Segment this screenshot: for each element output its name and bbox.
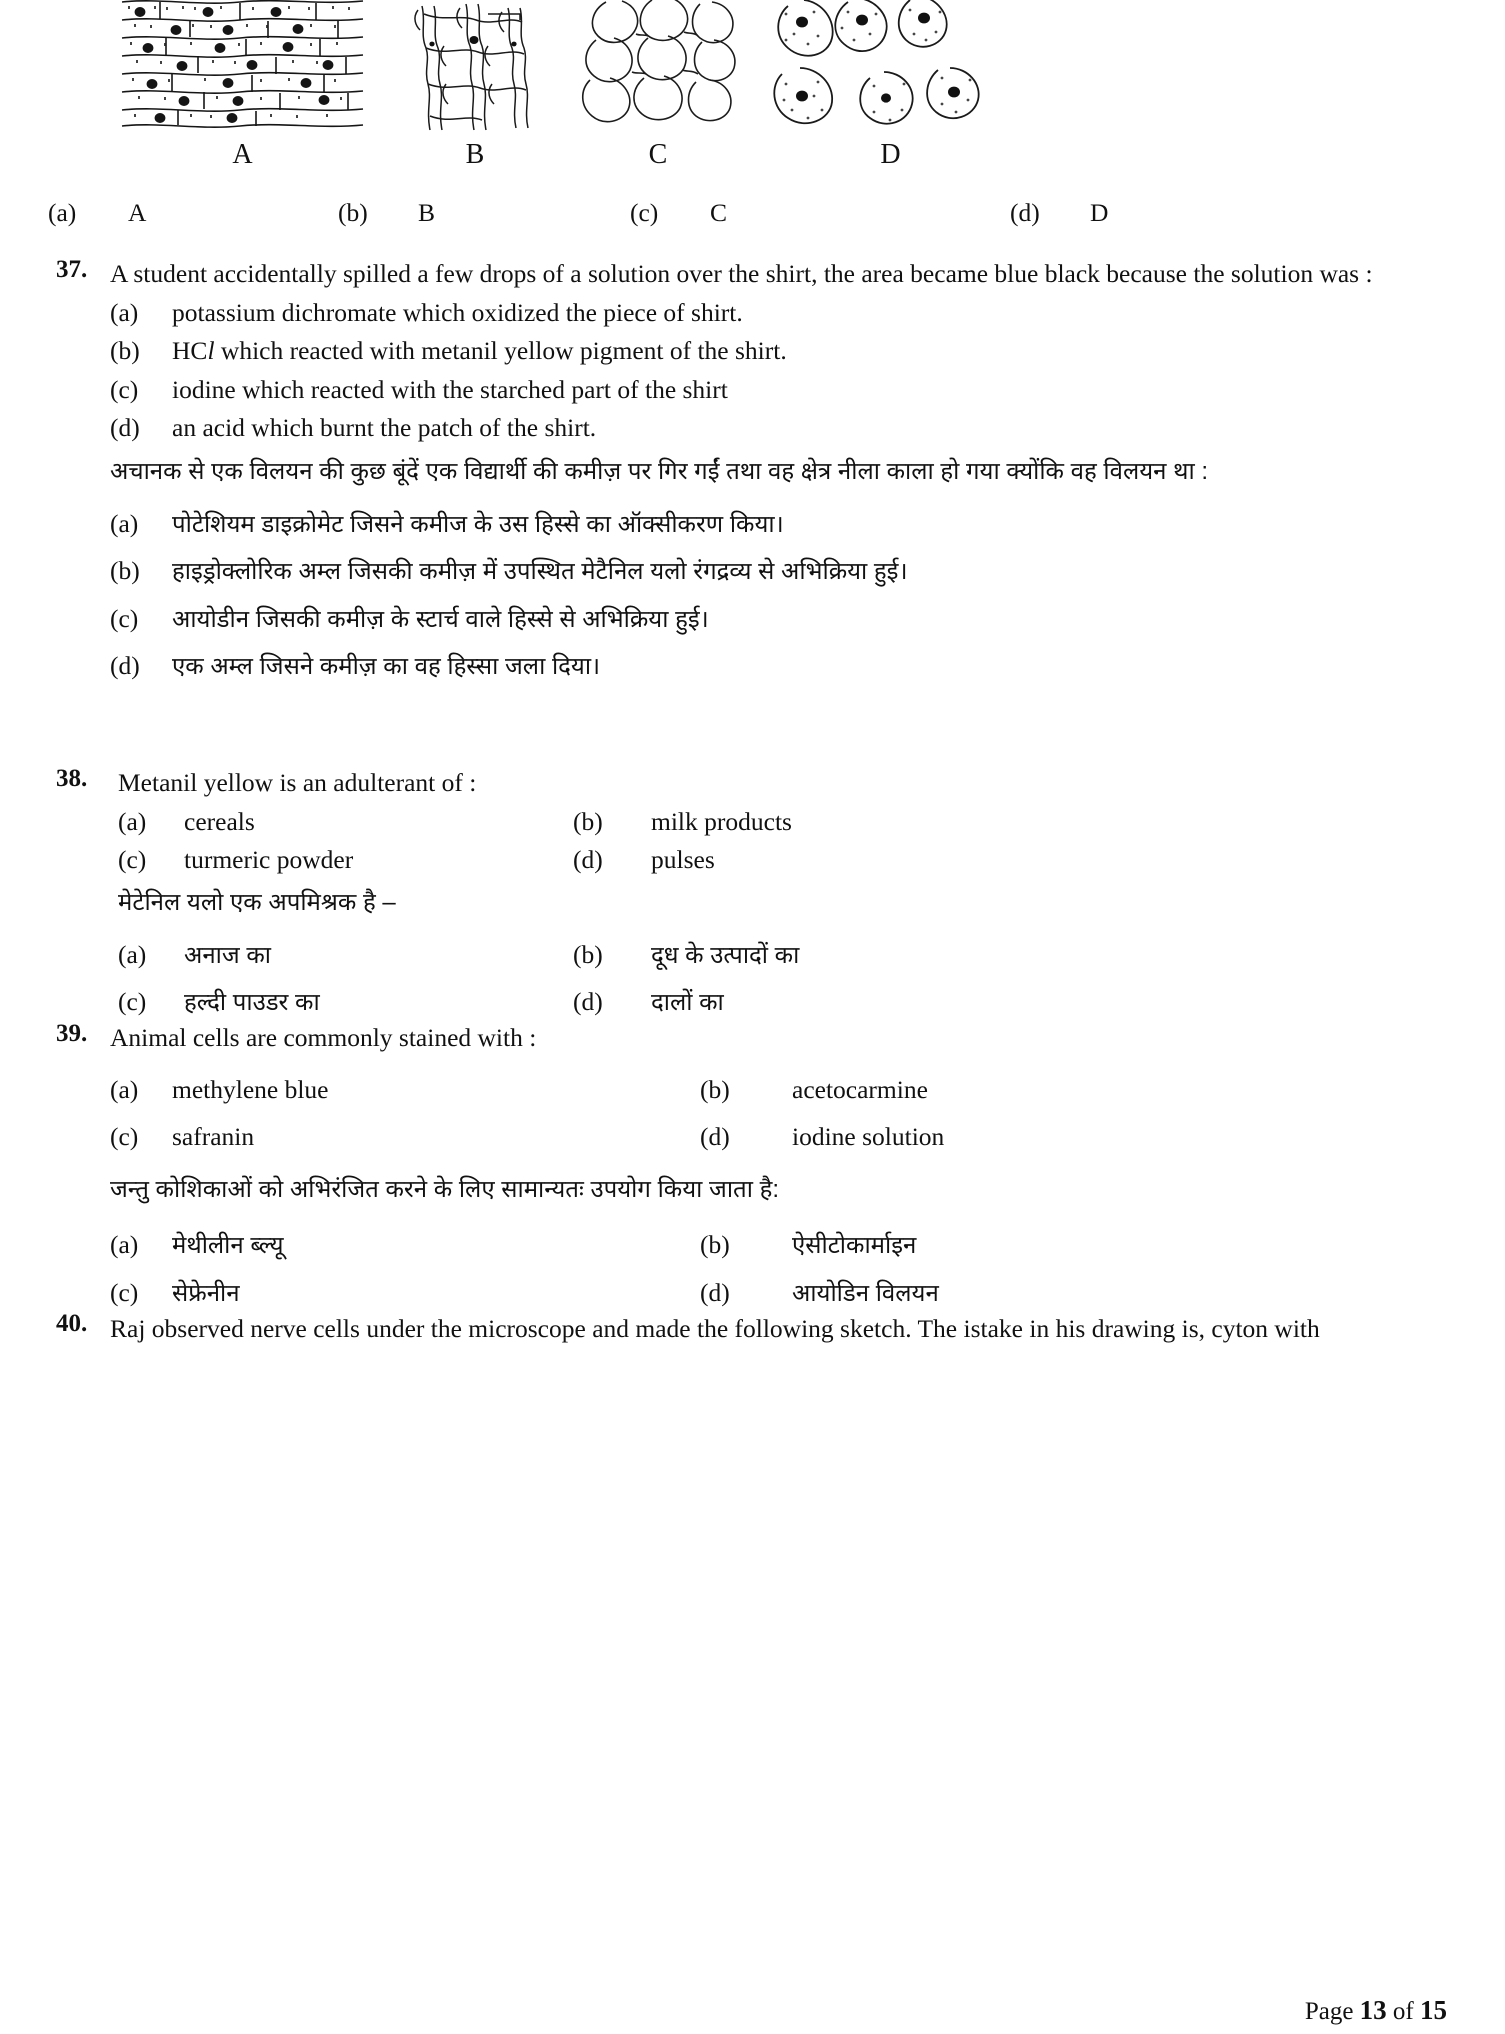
q37-option-a-hi-text: पोटेशियम डाइक्रोमेट जिसने कमीज के उस हिस्से का ऑक्सीकरण किया। (172, 511, 784, 539)
q39-option-c-hi-text: सेफ्रेनीन (172, 1279, 240, 1307)
q39-option-d-text: iodine solution (792, 1122, 945, 1152)
animal-cells-sketch (770, 0, 985, 135)
q39-option-b-label: (b) (700, 1075, 730, 1105)
q39-option-b-hi[interactable] (700, 1221, 1458, 1268)
q36-option-d[interactable] (1010, 198, 1448, 228)
q38-option-b[interactable] (573, 803, 1458, 841)
q37-option-a-hi[interactable] (110, 500, 1458, 547)
q37-option-b-text (172, 332, 1458, 370)
q38-option-c-hi-label: (c) (118, 986, 147, 1016)
q38-option-a[interactable] (118, 803, 573, 841)
nerve-tissue-sketch (410, 0, 540, 135)
q37-option-b-hi[interactable] (110, 547, 1458, 594)
q37-option-c-hi[interactable] (110, 595, 1458, 642)
page-footer (1305, 1995, 1447, 2026)
q39-option-d-hi-label: (d) (700, 1277, 730, 1307)
q37-option-c[interactable] (110, 371, 1458, 409)
q38-option-d-text: pulses (651, 845, 715, 875)
q39-option-a-hi[interactable] (110, 1221, 700, 1268)
footer-page-number: 13 (1359, 1995, 1387, 2025)
q36-option-d-label: (d) (1010, 198, 1040, 227)
q37-option-d-hi-label: (d) (110, 651, 140, 681)
q37-option-d-hi[interactable] (110, 642, 1458, 689)
figure-d-label: D (880, 139, 901, 170)
q37-option-c-text: iodine which reacted with the starched part of the shirt (172, 374, 728, 404)
question-38-stem-en: Metanil yellow is an adulterant of : (118, 768, 477, 797)
q36-option-c[interactable] (630, 198, 1010, 228)
q38-option-d-label: (d) (573, 845, 603, 875)
q39-option-d[interactable] (700, 1113, 1458, 1160)
q38-option-b-hi[interactable] (573, 931, 1458, 978)
q38-option-a-hi[interactable] (118, 931, 573, 978)
q38-option-a-text: cereals (184, 807, 255, 837)
q36-option-a-label: (a) (48, 198, 77, 227)
q39-option-a-label: (a) (110, 1075, 139, 1105)
q37-option-d-hi-text: एक अम्ल जिसने कमीज़ का वह हिस्सा जला दिया। (172, 653, 601, 681)
q37-option-d[interactable] (110, 409, 1458, 447)
q38-option-c[interactable] (118, 841, 573, 879)
q39-option-a[interactable] (110, 1066, 700, 1113)
q37-option-a-hi-label: (a) (110, 509, 139, 539)
q39-option-b[interactable] (700, 1066, 1458, 1113)
q38-option-d-hi-text: दालों का (651, 988, 724, 1016)
question-37-number: 37. (56, 256, 88, 283)
question-36-figure-group (110, 0, 1050, 185)
q37-option-b-text-post: which reacted with metanil yellow pigment of the shirt. (214, 336, 787, 366)
q36-option-b-label: (b) (338, 198, 368, 227)
q37-option-b-hi-text: हाइड्रोक्लोरिक अम्ल जिसकी कमीज़ में उपस्थित मेटैनिल यलो रंगद्रव्य से अभिक्रिया हुई। (172, 558, 908, 586)
figure-b-label: B (465, 139, 485, 170)
q36-option-c-text: C (710, 198, 728, 227)
q37-option-d-text: an acid which burnt the patch of the shirt. (172, 412, 597, 442)
q38-option-b-label: (b) (573, 807, 603, 837)
q37-option-b-text-pre: HC (172, 336, 208, 366)
q38-option-b-text: milk products (651, 807, 792, 837)
q36-option-b-text: B (418, 198, 436, 227)
q37-option-b-text-italic: l (207, 336, 215, 366)
q37-option-a-text: potassium dichromate which oxidized the piece of shirt. (172, 298, 743, 328)
q38-option-a-hi-label: (a) (118, 939, 147, 969)
q36-option-d-text: D (1090, 198, 1109, 227)
q38-option-c-label: (c) (118, 845, 147, 875)
question-39-number: 39. (56, 1020, 88, 1047)
q36-option-c-label: (c) (630, 198, 659, 227)
footer-prefix: Page (1304, 1998, 1360, 2025)
q38-option-a-hi-text: अनाज का (184, 941, 271, 969)
q39-option-d-hi-text: आयोडिन विलयन (792, 1279, 939, 1307)
parenchyma-tissue-sketch (578, 0, 738, 135)
q39-option-a-hi-text: मेथीलीन ब्ल्यू (172, 1232, 284, 1260)
q37-option-b-label: (b) (110, 336, 140, 366)
q36-option-b[interactable] (338, 198, 630, 228)
q39-option-b-text: acetocarmine (792, 1075, 928, 1105)
figure-b (410, 0, 540, 171)
q38-option-d-hi-label: (d) (573, 986, 603, 1016)
footer-total-pages: 15 (1420, 1995, 1447, 2025)
question-36-options (48, 198, 1448, 228)
epithelial-tissue-sketch (120, 0, 365, 135)
q39-option-c-text: safranin (172, 1122, 255, 1152)
q39-option-c-label: (c) (110, 1122, 139, 1152)
figure-c-label: C (648, 139, 668, 170)
question-37-stem-en: A student accidentally spilled a few drops of a solution over the shirt, the area became blue black because the solution was : (110, 259, 1373, 288)
question-39 (48, 1020, 1458, 1316)
q37-option-d-label: (d) (110, 412, 140, 442)
q39-option-c-hi-label: (c) (110, 1277, 139, 1307)
q37-option-a[interactable] (110, 294, 1458, 332)
q37-option-c-label: (c) (110, 374, 139, 404)
q37-option-b[interactable] (110, 332, 1458, 370)
q37-option-b-hi-label: (b) (110, 556, 140, 586)
question-39-stem-en: Animal cells are commonly stained with : (110, 1023, 537, 1052)
q39-option-a-text: methylene blue (172, 1075, 329, 1105)
q37-option-a-label: (a) (110, 298, 139, 328)
q36-option-a-text: A (128, 198, 147, 227)
figure-d (770, 0, 985, 171)
q39-option-d-label: (d) (700, 1122, 730, 1152)
q39-option-b-hi-text: ऐसीटोकार्माइन (792, 1232, 917, 1260)
question-37-stem-hi: अचानक से एक विलयन की कुछ बूंदें एक विद्यार्थी की कमीज़ पर गिर गईं तथा वह क्षेत्र नीला काला हो गया क्योंकि वह विलयन था : (110, 458, 1209, 486)
figure-a (120, 0, 365, 171)
q39-option-a-hi-label: (a) (110, 1230, 139, 1260)
question-38-number: 38. (56, 765, 88, 792)
question-38-stem-hi: मेटेनिल यलो एक अपमिश्रक है – (118, 888, 396, 916)
q38-option-c-hi-text: हल्दी पाउडर का (184, 988, 320, 1016)
q38-option-b-hi-text: दूध के उत्पादों का (651, 941, 800, 969)
figure-c (578, 0, 738, 171)
footer-of: of (1386, 1998, 1420, 2025)
q38-option-d[interactable] (573, 841, 1458, 879)
q39-option-b-hi-label: (b) (700, 1230, 730, 1260)
question-40 (48, 1310, 1458, 1347)
q38-option-a-label: (a) (118, 807, 147, 837)
question-40-stem-en: Raj observed nerve cells under the microscope and made the following sketch. The istake in his drawing is, cyton with (110, 1314, 1320, 1343)
q36-option-a[interactable] (48, 198, 338, 228)
q38-option-b-hi-label: (b) (573, 939, 603, 969)
q38-option-c-text: turmeric powder (184, 845, 354, 875)
question-37 (48, 256, 1458, 690)
q37-option-c-hi-text: आयोडीन जिसकी कमीज़ के स्टार्च वाले हिस्से से अभिक्रिया हुई। (172, 605, 709, 633)
q37-option-c-hi-label: (c) (110, 603, 139, 633)
figure-a-label: A (232, 139, 253, 170)
question-39-stem-hi: जन्तु कोशिकाओं को अभिरंजित करने के लिए सामान्यतः उपयोग किया जाता है: (110, 1175, 780, 1203)
question-38 (48, 765, 1458, 1025)
question-40-number: 40. (56, 1310, 88, 1337)
q38-option-d-hi[interactable] (573, 978, 1458, 1025)
q38-option-c-hi[interactable] (118, 978, 573, 1025)
q39-option-c[interactable] (110, 1113, 700, 1160)
